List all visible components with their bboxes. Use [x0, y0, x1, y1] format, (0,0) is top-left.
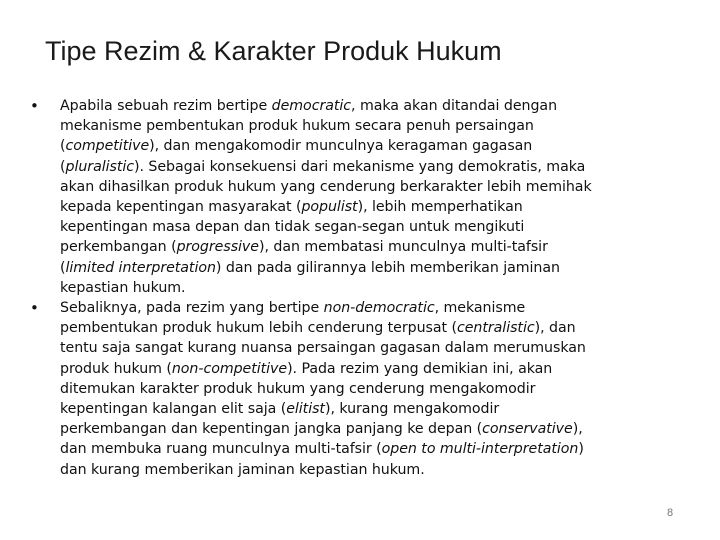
text-run: (: [60, 138, 66, 155]
text-run: akan dihasilkan produk hukum yang cenderung berkarakter lebih memihak: [60, 178, 592, 195]
paragraph-line: [60, 419, 700, 439]
paragraph-line: [60, 177, 700, 197]
text-run: , maka akan ditandai dengan: [351, 98, 558, 114]
italic-term: populist: [301, 199, 358, 216]
text-run: kepastian hukum.: [60, 279, 186, 296]
text-run: ), lebih memperhatikan: [357, 199, 523, 216]
text-run: ), dan: [534, 320, 576, 337]
text-run: dan kurang memberikan jaminan kepastian hukum.: [60, 461, 425, 478]
text-run: , mekanisme: [434, 300, 526, 317]
italic-term: non-democratic: [323, 300, 435, 317]
text-run: dan membuka ruang munculnya multi-tafsir (: [60, 441, 382, 458]
italic-term: limited interpretation: [65, 259, 216, 276]
text-run: kepada kepentingan masyarakat (: [60, 199, 302, 216]
text-run: ditemukan karakter produk hukum yang cenderung mengakomodir: [60, 380, 536, 397]
text-run: ): [578, 441, 584, 458]
paragraph-line: [60, 258, 700, 278]
paragraph-line: [60, 136, 700, 156]
text-run: (: [60, 158, 66, 175]
paragraph-line: [60, 460, 700, 480]
text-run: ), dan mengakomodir munculnya keragaman gagasan: [149, 138, 533, 155]
italic-term: elitist: [286, 401, 325, 418]
italic-term: democratic: [271, 98, 352, 114]
paragraph-line: [60, 318, 700, 338]
italic-term: competitive: [65, 138, 150, 155]
text-run: mekanisme pembentukan produk hukum secara penuh persaingan: [60, 118, 534, 135]
italic-term: progressive: [176, 239, 259, 256]
paragraph-line: [60, 359, 700, 379]
paragraph-line: [60, 96, 700, 116]
bullet-icon: •: [30, 97, 39, 115]
text-run: ), dan membatasi munculnya multi-tafsir: [258, 239, 548, 256]
text-run: pembentukan produk hukum lebih cenderung terpusat (: [60, 320, 457, 337]
paragraph-line: [60, 157, 700, 177]
paragraph-line: [60, 197, 700, 217]
text-run: Sebaliknya, pada rezim yang bertipe: [60, 300, 324, 317]
paragraph-line: [60, 237, 700, 257]
page-number: 8: [667, 507, 674, 519]
bullet-paragraph: [60, 298, 700, 480]
slide-title: Tipe Rezim & Karakter Produk Hukum: [45, 36, 502, 66]
text-run: ),: [572, 421, 583, 438]
paragraph-line: [60, 217, 700, 237]
text-run: produk hukum (: [60, 360, 172, 377]
text-run: ) dan pada gilirannya lebih memberikan jaminan: [215, 259, 560, 276]
text-run: ). Sebagai konsekuensi dari mekanisme yang demokratis, maka: [134, 158, 586, 175]
text-run: ). Pada rezim yang demikian ini, akan: [287, 360, 553, 377]
paragraph-line: [60, 379, 700, 399]
paragraph-line: [60, 116, 700, 136]
text-run: perkembangan dan kepentingan jangka panjang ke depan (: [60, 421, 483, 438]
paragraph-line: [60, 298, 700, 318]
paragraph-line: [60, 278, 700, 298]
text-run: kepentingan kalangan elit saja (: [60, 401, 287, 418]
italic-term: centralistic: [457, 320, 535, 337]
italic-term: non-competitive: [171, 360, 288, 377]
italic-term: conservative: [482, 421, 573, 438]
text-run: perkembangan (: [60, 239, 177, 256]
paragraph-line: [60, 439, 700, 459]
text-run: ), kurang mengakomodir: [324, 401, 500, 418]
bullet-icon: •: [30, 299, 39, 318]
paragraph-line: [60, 399, 700, 419]
text-run: Apabila sebuah rezim bertipe: [60, 98, 272, 114]
italic-term: open to multi-interpretation: [381, 441, 579, 458]
italic-term: pluralistic: [65, 158, 134, 175]
text-run: (: [60, 259, 66, 276]
text-run: kepentingan masa depan dan tidak segan-segan untuk mengikuti: [60, 219, 525, 236]
bullet-item-non-democratic: [26, 298, 700, 480]
bullet-list: [26, 96, 700, 480]
text-run: tentu saja sangat kurang nuansa persaingan gagasan dalam merumuskan: [60, 340, 586, 357]
paragraph-line: [60, 338, 700, 358]
bullet-item-democratic: [26, 96, 700, 298]
bullet-paragraph: [60, 96, 700, 298]
